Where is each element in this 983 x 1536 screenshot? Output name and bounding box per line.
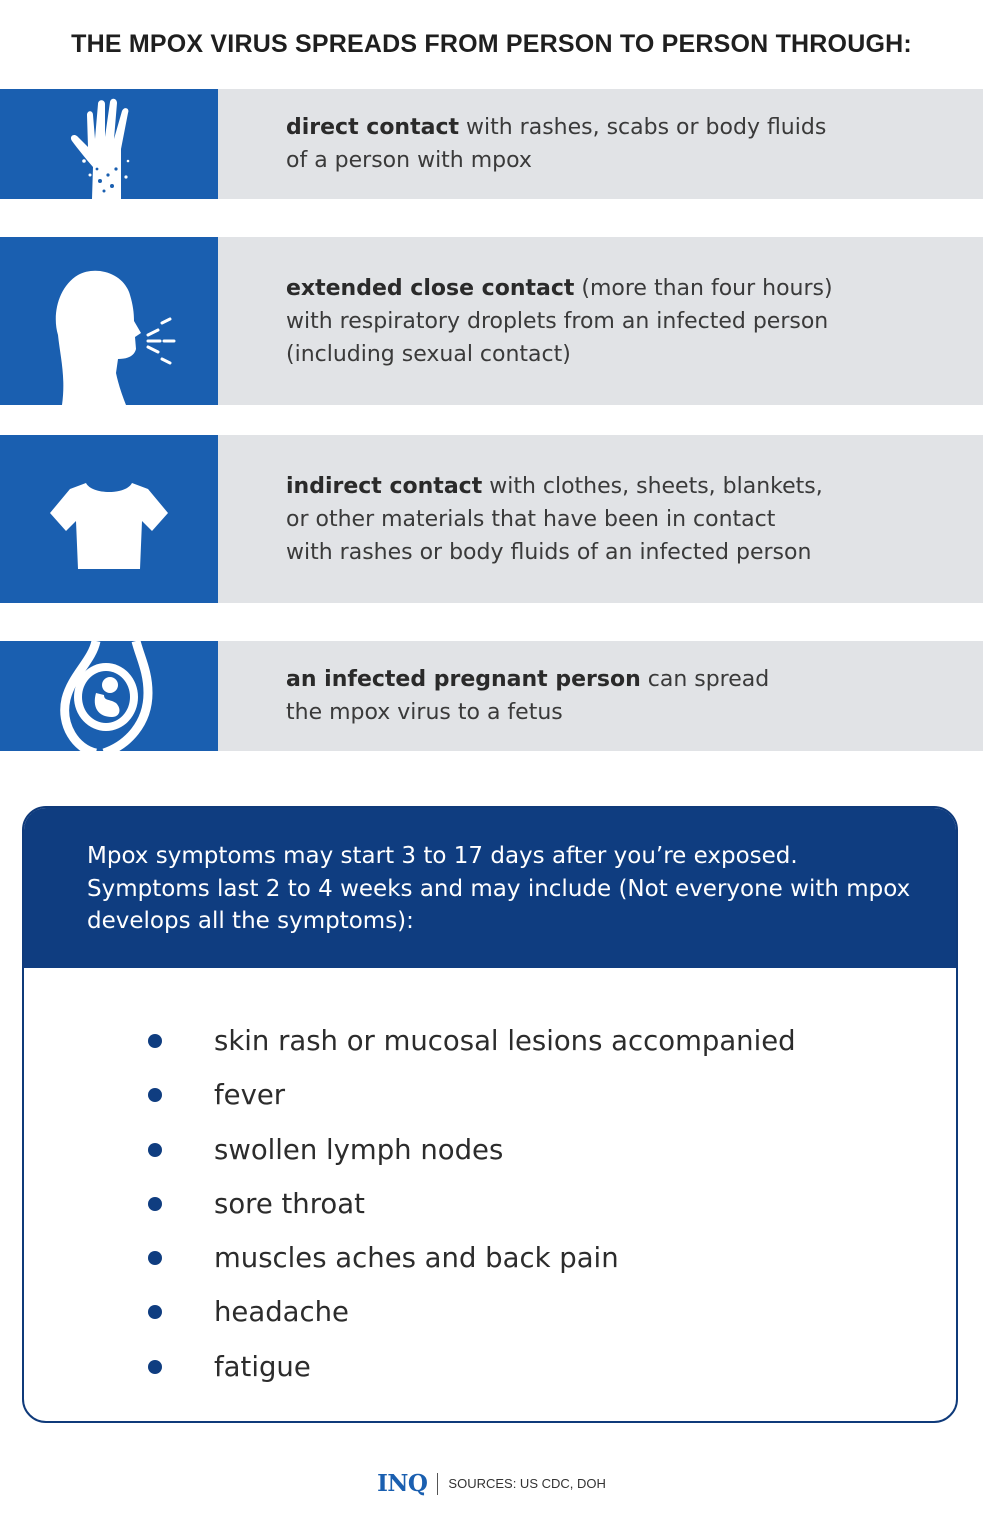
symptoms-list	[24, 968, 956, 1394]
transmission-text	[218, 641, 983, 751]
transmission-detail: (more than four hours) with respiratory droplets from an infected person (including sexual contact)	[286, 275, 833, 367]
symptom-label: swollen lymph nodes	[214, 1133, 504, 1166]
bullet-icon	[148, 1143, 162, 1157]
transmission-detail: with rashes, scabs or body fluids of a person with mpox	[286, 115, 827, 173]
transmission-detail: with clothes, sheets, blankets, or other materials that have been in contact with rashes or body fluids of an infected person	[286, 473, 823, 565]
symptom-label: headache	[214, 1296, 349, 1329]
transmission-text	[218, 237, 983, 405]
symptoms-card	[22, 806, 958, 1423]
sources-text: SOURCES: US CDC, DOH	[448, 1476, 606, 1491]
transmission-row-direct-contact	[0, 89, 983, 199]
bullet-icon	[148, 1197, 162, 1211]
symptom-label: muscles aches and back pain	[214, 1242, 619, 1275]
transmission-bold: direct contact	[286, 115, 460, 140]
list-item	[144, 1123, 956, 1177]
transmission-row-pregnancy	[0, 641, 983, 751]
bullet-icon	[148, 1034, 162, 1048]
bullet-icon	[148, 1251, 162, 1265]
hand-rash-icon	[0, 89, 218, 199]
person-exhaling-icon	[0, 237, 218, 405]
transmission-row-close-contact	[0, 237, 983, 405]
symptom-label: fatigue	[214, 1350, 311, 1383]
symptom-label: fever	[214, 1079, 286, 1112]
divider	[437, 1473, 438, 1495]
transmission-text	[218, 435, 983, 603]
tshirt-icon	[0, 435, 218, 603]
list-item	[144, 1014, 956, 1068]
bullet-icon	[148, 1305, 162, 1319]
symptom-label: skin rash or mucosal lesions accompanied	[214, 1025, 796, 1057]
transmission-bold: an infected pregnant person	[286, 667, 641, 692]
footer	[0, 1470, 983, 1497]
bullet-icon	[148, 1360, 162, 1374]
transmission-text	[218, 89, 983, 199]
list-item	[144, 1177, 956, 1231]
transmission-bold: indirect contact	[286, 473, 483, 499]
transmission-detail: can spread the mpox virus to a fetus	[286, 667, 770, 725]
symptoms-intro: Mpox symptoms may start 3 to 17 days after you’re exposed. Symptoms last 2 to 4 weeks and may include (Not everyone with mpox develops all the symptoms):	[87, 843, 911, 934]
transmission-bold: extended close contact	[286, 275, 575, 301]
symptom-label: sore throat	[214, 1187, 365, 1220]
pregnant-fetus-icon	[0, 641, 218, 751]
page-title: THE MPOX VIRUS SPREADS FROM PERSON TO PERSON THROUGH:	[71, 30, 912, 58]
bullet-icon	[148, 1088, 162, 1102]
list-item	[144, 1340, 956, 1394]
list-item	[144, 1068, 956, 1122]
transmission-row-indirect-contact	[0, 435, 983, 603]
inq-logo: INQ	[377, 1470, 428, 1497]
list-item	[144, 1285, 956, 1339]
symptoms-header	[24, 808, 956, 968]
list-item	[144, 1231, 956, 1285]
